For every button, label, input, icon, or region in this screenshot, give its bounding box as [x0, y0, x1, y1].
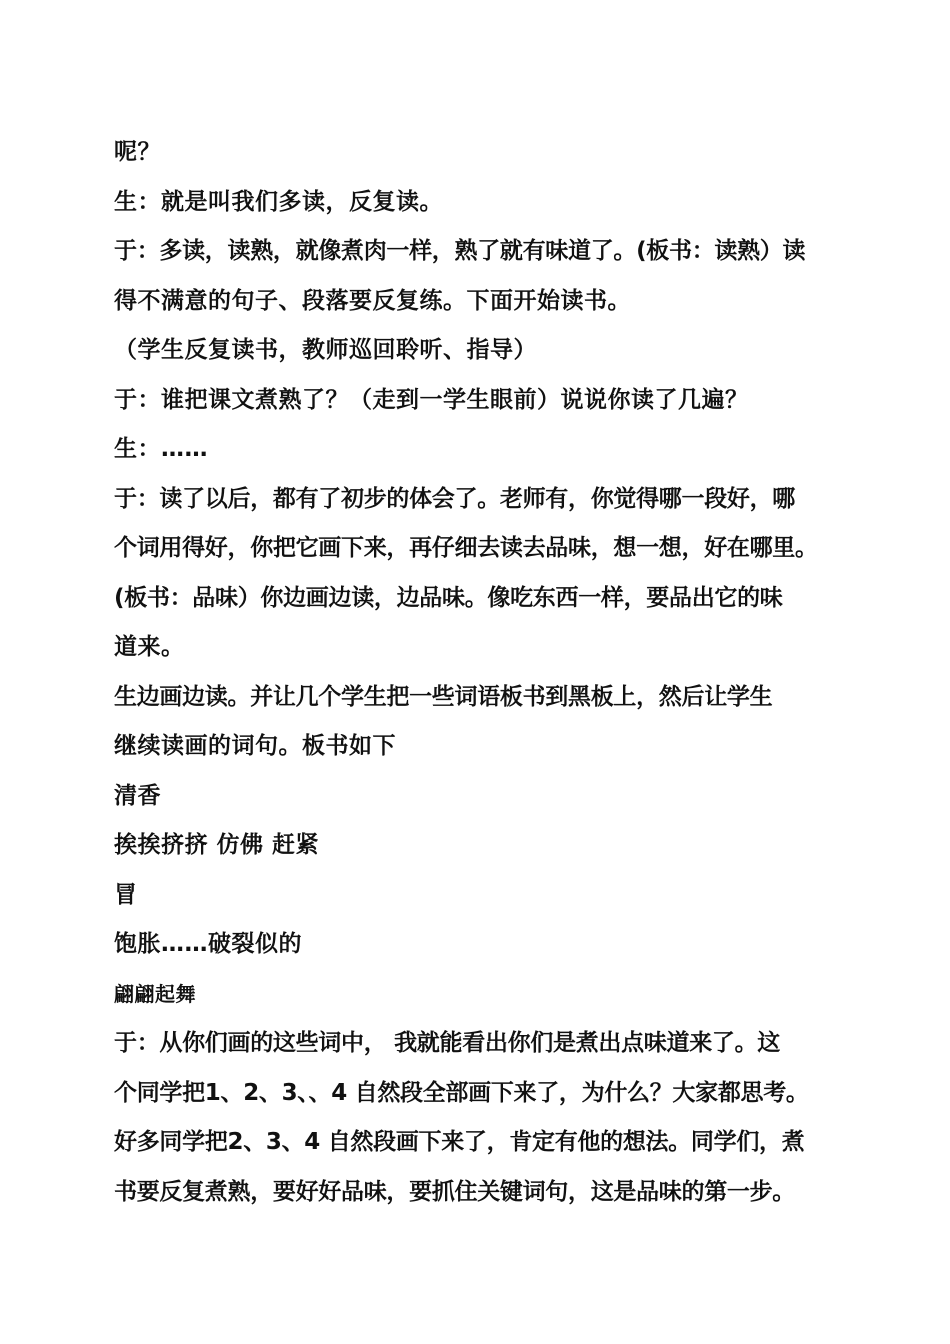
document-body: [114, 128, 844, 1217]
text-line: 生：……: [114, 436, 208, 462]
text-line: (板书：品味）你边画边读，边品味。像吃东西一样，要品出它的味: [114, 584, 783, 611]
text-line: 个同学把1、2、3、、4 自然段全部画下来了，为什么？大家都思考。: [114, 1079, 809, 1106]
text-line: 好多同学把2、3、4 自然段画下来了，肯定有他的想法。同学们，煮: [114, 1129, 805, 1155]
text-line: 生：就是叫我们多读，反复读。: [114, 188, 443, 215]
text-line: 饱胀……破裂似的: [114, 931, 302, 957]
text-line: 得不满意的句子、段落要反复练。下面开始读书。: [114, 287, 631, 314]
text-line: 生边画边读。并让几个学生把一些词语板书到黑板上，然后让学生: [114, 683, 773, 710]
text-line: 于：多读，读熟，就像煮肉一样，熟了就有味道了。(板书：读熟）读: [114, 238, 806, 264]
text-line: 于：读了以后，都有了初步的体会了。老师有，你觉得哪一段好，哪: [114, 485, 796, 512]
text-line: 于：从你们画的这些词中， 我就能看出你们是煮出点味道来了。这: [114, 1030, 781, 1056]
text-line: 翩翩起舞: [114, 981, 196, 1006]
text-line: 挨挨挤挤 仿佛 赶紧: [114, 832, 320, 858]
text-line: 冒: [114, 881, 138, 908]
text-line: 于：谁把课文煮熟了？（走到一学生眼前）说说你读了几遍？: [114, 386, 749, 413]
text-line: 道来。: [114, 634, 185, 660]
text-line: 继续读画的词句。板书如下: [114, 733, 396, 759]
text-line: 呢？: [114, 139, 161, 165]
text-line: 清香: [114, 782, 161, 809]
text-line: （学生反复读书，教师巡回聆听、指导）: [114, 337, 537, 363]
text-line: 个词用得好，你把它画下来，再仔细去读去品味，想一想，好在哪里。: [114, 535, 818, 561]
text-line: 书要反复煮熟，要好好品味，要抓住关键词句，这是品味的第一步。: [114, 1178, 796, 1205]
